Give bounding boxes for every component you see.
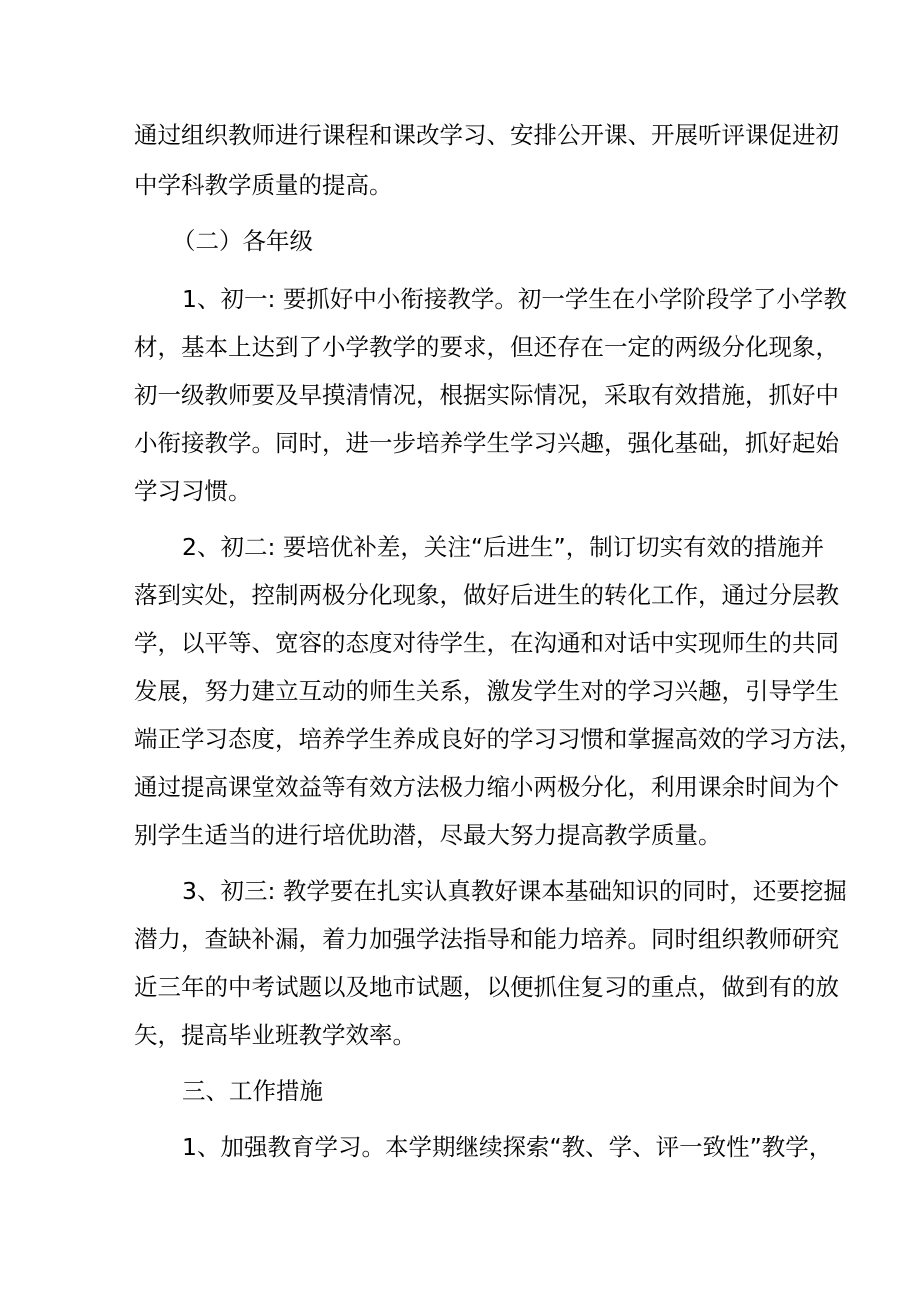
text-line-02: 中学科教学质量的提高。 xyxy=(134,171,393,199)
text-line-19: 矢，提高毕业班教学效率。 xyxy=(134,1021,416,1049)
text-line-06: 初一级教师要及早摸清情况，根据实际情况，采取有效措施，抓好中 xyxy=(134,381,839,409)
text-line-09: 2、初二: 要培优补差，关注“后进生”，制订切实有效的措施并 xyxy=(182,533,825,561)
text-line-08: 学习习惯。 xyxy=(134,477,252,505)
text-line-05: 材，基本上达到了小学教学的要求，但还存在一定的两级分化现象， xyxy=(134,333,839,361)
text-line-18: 近三年的中考试题以及地市试题，以便抓住复习的重点，做到有的放 xyxy=(134,973,839,1001)
text-line-13: 端正学习态度，培养学生养成良好的学习习惯和掌握高效的学习方法， xyxy=(134,725,863,753)
section-heading-measures: 三、工作措施 xyxy=(182,1077,323,1105)
text-line-15: 别学生适当的进行培优助潜，尽最大努力提高教学质量。 xyxy=(134,821,722,849)
text-line-21: 1、加强教育学习。本学期继续探索“教、学、评一致性”教学， xyxy=(182,1133,833,1161)
text-line-17: 潜力，查缺补漏，着力加强学法指导和能力培养。同时组织教师研究 xyxy=(134,925,839,953)
text-line-14: 通过提高课堂效益等有效方法极力缩小两极分化，利用课余时间为个 xyxy=(134,773,839,801)
text-line-10: 落到实处，控制两极分化现象，做好后进生的转化工作，通过分层教 xyxy=(134,581,839,609)
text-line-16: 3、初三: 教学要在扎实认真教好课本基础知识的同时，还要挖掘 xyxy=(182,877,847,905)
text-line-01: 通过组织教师进行课程和课改学习、安排公开课、开展听评课促进初 xyxy=(134,121,839,149)
text-line-04: 1、初一: 要抓好中小衔接教学。初一学生在小学阶段学了小学教 xyxy=(182,285,847,313)
text-line-12: 发展，努力建立互动的师生关系，激发学生对的学习兴趣，引导学生 xyxy=(134,677,839,705)
text-line-07: 小衔接教学。同时，进一步培养学生学习兴趣，强化基础，抓好起始 xyxy=(134,429,839,457)
text-line-11: 学，以平等、宽容的态度对待学生，在沟通和对话中实现师生的共同 xyxy=(134,629,839,657)
section-heading-grades: （二）各年级 xyxy=(172,227,313,255)
